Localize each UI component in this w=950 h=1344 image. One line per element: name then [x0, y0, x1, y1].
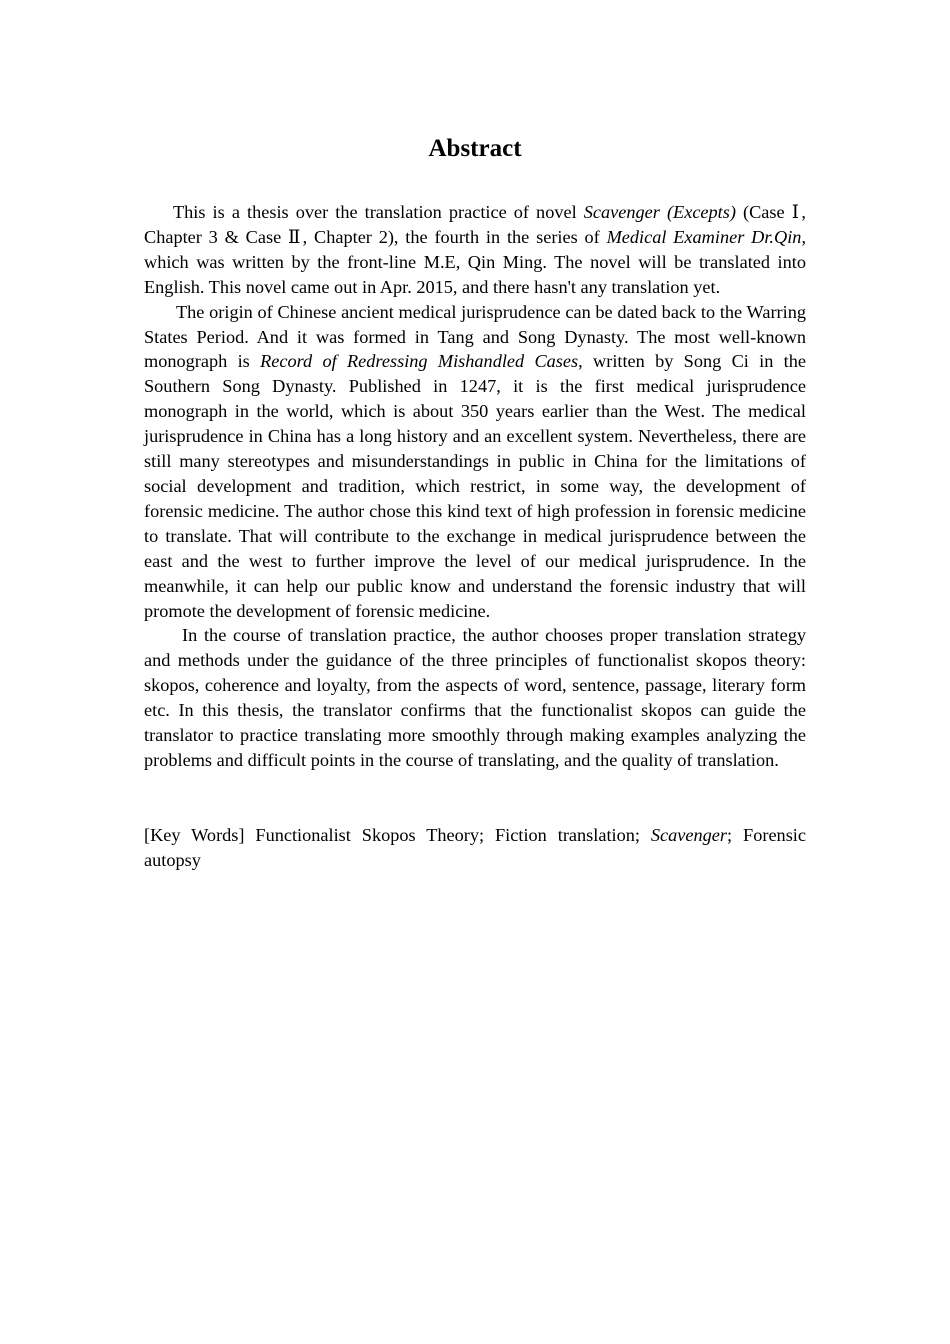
monograph-title: Record of Redressing Mishandled Cases [260, 351, 579, 372]
series-title-medical-examiner: Medical Examiner Dr.Qin [606, 226, 802, 247]
page-title: Abstract [428, 135, 522, 162]
key-words-text-a: [Key Words] Functionalist Skopos Theory; Fiction translation; [144, 824, 651, 845]
paragraph-2-text-b: , written by Song Ci in the Southern Song Dynasty. Published in 1247, it is the first medical jurisprudence monograph in the world, which is about 350 years earlier than the West. The medical jurisprudence in China has a long history and an excellent system. Nevertheless, there are still many stereotypes and misunderstandings in public in China for the limitations of social development and tradition, which restrict, in some way, the development of forensic medicine. The author chose this kind text of high profession in forensic medicine to translate. That will contribute to the exchange in medical jurisprudence between the east and the west to further improve the level of our medical jurisprudence. In the meanwhile, it can help our public know and understand the forensic industry that will promote the development of forensic medicine. [144, 351, 806, 621]
abstract-paragraph-2 [144, 300, 806, 624]
key-word-scavenger: Scavenger [650, 824, 728, 845]
paragraph-1-text-c: , which was written by the front-line M.E, Qin Ming. The novel will be translated into English. This novel came out in Apr. 2015, and there hasn't any translation yet. [144, 226, 807, 297]
paragraph-3-text: In the course of translation practice, the author chooses proper translation strategy and methods under the guidance of the three principles of functionalist skopos theory: skopos, coherence and loyalty, from the aspects of word, sentence, passage, literary form etc. In this thesis, the translator confirms that the functionalist skopos can guide the translator to practice translating more smoothly through making examples analyzing the problems and difficult points in the course of translating, and the quality of translation. [144, 625, 806, 770]
paragraph-1-text-a: This is a thesis over the translation practice of novel [173, 202, 584, 222]
abstract-page [144, 130, 806, 873]
abstract-paragraph-3 [144, 623, 806, 772]
key-words-text-b: ; Forensic autopsy [144, 824, 807, 870]
abstract-paragraph-1 [144, 200, 806, 300]
paragraph-2-text-a: The origin of Chinese ancient medical jurisprudence can be dated back to the Warring States Period. And it was formed in Tang and Song Dynasty. The most well-known monograph is [144, 301, 806, 372]
key-words [144, 823, 806, 873]
paragraph-1-text-b: (Case Ⅰ, Chapter 3 & Case Ⅱ, Chapter 2), the fourth in the series of [144, 202, 806, 247]
novel-title-scavenger-excepts: Scavenger (Excepts) [583, 202, 736, 222]
